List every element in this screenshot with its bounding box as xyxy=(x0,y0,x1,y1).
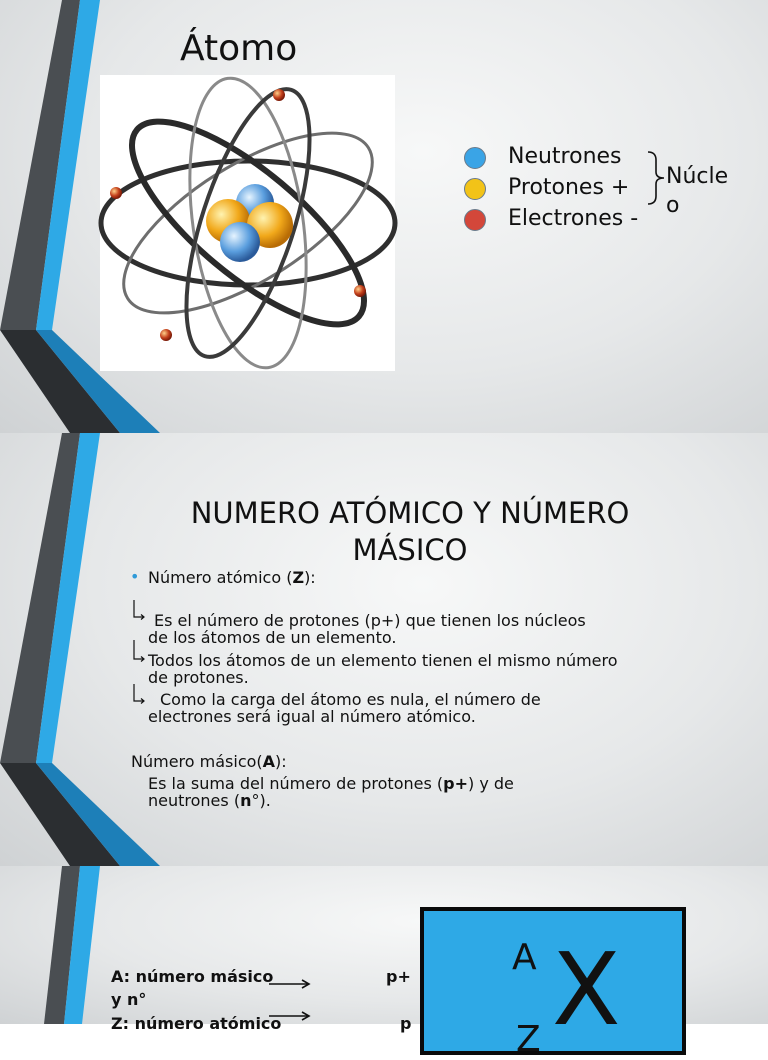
arrow-icon xyxy=(268,1010,312,1022)
z-heading: • Número atómico (Z): xyxy=(130,567,316,587)
atom-illustration xyxy=(100,75,395,371)
z-point-1: Es el número de protones (p+) que tienen los núcleos de los átomos de un elemento. xyxy=(148,611,586,647)
arrow-icon xyxy=(132,599,146,621)
mass-number-value-cont: y n° xyxy=(111,990,147,1009)
element-notation-box xyxy=(420,907,686,1060)
mass-number-superscript: A xyxy=(512,937,537,978)
a-definition-line-1: Es la suma del número de protones (p+) y de xyxy=(148,774,514,793)
slide-notacion xyxy=(0,866,768,1060)
electron-dot-icon xyxy=(464,209,486,231)
nucleo-label: Núcleo xyxy=(666,164,729,218)
legend-label: Electrones - xyxy=(508,206,639,231)
atomic-number-label: Z: número atómico xyxy=(111,1014,282,1033)
arrow-icon xyxy=(268,978,312,990)
z-point-2: Todos los átomos de un elemento tienen el mismo número de protones. xyxy=(148,651,618,687)
arrow-icon xyxy=(132,683,146,705)
a-heading: Número másico(A): xyxy=(131,752,287,771)
brace-icon xyxy=(646,150,668,206)
slide-numero-atomico xyxy=(0,433,768,866)
slide-title: NUMERO ATÓMICO Y NÚMERO MÁSICO xyxy=(190,496,630,567)
atomic-number-subscript: Z xyxy=(516,1019,541,1060)
mass-number-label: A: número másico xyxy=(111,967,274,986)
z-point-3: Como la carga del átomo es nula, el número de electrones será igual al número atómico. xyxy=(148,690,541,726)
slide-atomo xyxy=(0,0,768,433)
neutron-dot-icon xyxy=(464,147,486,169)
bullet-icon: • xyxy=(130,567,140,586)
mass-number-value: p+ xyxy=(386,967,411,986)
legend-label: Neutrones xyxy=(508,144,622,169)
element-symbol: X xyxy=(552,931,621,1048)
slide-title: Átomo xyxy=(180,28,298,69)
atomic-number-value: p xyxy=(400,1014,412,1033)
a-definition-line-2: neutrones (n°). xyxy=(148,791,271,810)
legend-label: Protones + xyxy=(508,175,630,200)
proton-dot-icon xyxy=(464,178,486,200)
arrow-icon xyxy=(132,639,146,663)
